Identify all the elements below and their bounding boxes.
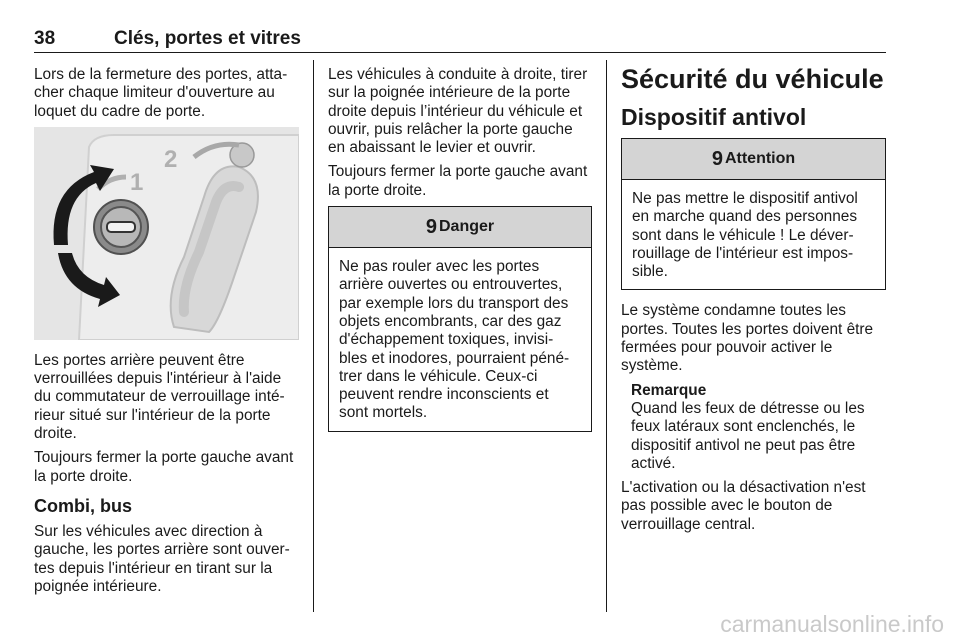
attention-title: Attention xyxy=(724,150,796,167)
door-lock-illustration xyxy=(34,127,299,340)
danger-box-header xyxy=(329,207,591,248)
column-divider xyxy=(606,60,607,612)
section-heading: Sécurité du véhicule xyxy=(621,64,884,94)
danger-title: Danger xyxy=(439,218,495,236)
note-label: Remarque xyxy=(631,381,707,399)
danger-box xyxy=(328,206,592,432)
attention-box-header xyxy=(622,139,885,180)
note-text: Quand les feux de détresse ou les feux latéraux sont enclenchés, le dispositif antivol ne peut pas être activé. xyxy=(631,399,865,472)
note xyxy=(631,382,886,473)
paragraph: Le système condamne toutes les portes. Toutes les portes doivent être fermées pour pouvoir activer le système. xyxy=(621,302,874,375)
page-number: 38 xyxy=(34,28,56,49)
subheading: Combi, bus xyxy=(34,495,132,516)
attention-text: Ne pas mettre le dispositif antivol en marche quand des personnes sont dans le véhicule ! Le déver-rouillage de l'intérieur est impos-sible. xyxy=(632,190,858,281)
figure-label-1: 1 xyxy=(130,168,144,196)
column-divider xyxy=(313,60,314,612)
running-title: Clés, portes et vitres xyxy=(114,28,301,49)
subsection-heading: Dispositif antivol xyxy=(621,104,807,130)
watermark: carmanualsonline.info xyxy=(720,611,944,637)
column-left xyxy=(34,66,299,602)
paragraph: Les portes arrière peuvent être verrouillées depuis l'intérieur à l'aide du commutateur de verrouillage inté-rieur situé sur l'intérieur de la porte droite. xyxy=(34,351,285,443)
warning-icon: 9 xyxy=(711,147,723,170)
figure-label-2: 2 xyxy=(164,145,178,173)
paragraph: Les véhicules à conduite à droite, tirer sur la poignée intérieure de la porte droite depuis l’intérieur du véhicule et ouvrir, puis relâcher la porte gauche en abaissant le levier et ouvrir. xyxy=(328,66,588,157)
paragraph: Toujours fermer la porte gauche avant la porte droite. xyxy=(34,449,294,485)
danger-text: Ne pas rouler avec les portes arrière ouvertes ou entrouvertes, par exemple lors du transport des objets encombrants, car des gaz d'échappement toxiques, invisi-bles et inodores, pourraient péné-trer dans le véhicule. Ceux-ci peuvent rendre inconscients et sont mortels. xyxy=(339,258,570,422)
paragraph: Toujours fermer la porte gauche avant la porte droite. xyxy=(328,163,588,199)
page-header xyxy=(34,26,886,53)
column-middle xyxy=(328,66,592,444)
paragraph: Sur les véhicules avec direction à gauche, les portes arrière sont ouver-tes depuis l'intérieur en tirant sur la poignée intérieure. xyxy=(34,522,290,595)
warning-icon: 9 xyxy=(425,215,437,238)
attention-box xyxy=(621,138,886,290)
paragraph: L'activation ou la désactivation n'est pas possible avec le bouton de verrouillage central. xyxy=(621,479,866,533)
column-right xyxy=(621,66,886,540)
paragraph: Lors de la fermeture des portes, atta-cher chaque limiteur d'ouverture au loquet du cadre de porte. xyxy=(34,66,288,120)
